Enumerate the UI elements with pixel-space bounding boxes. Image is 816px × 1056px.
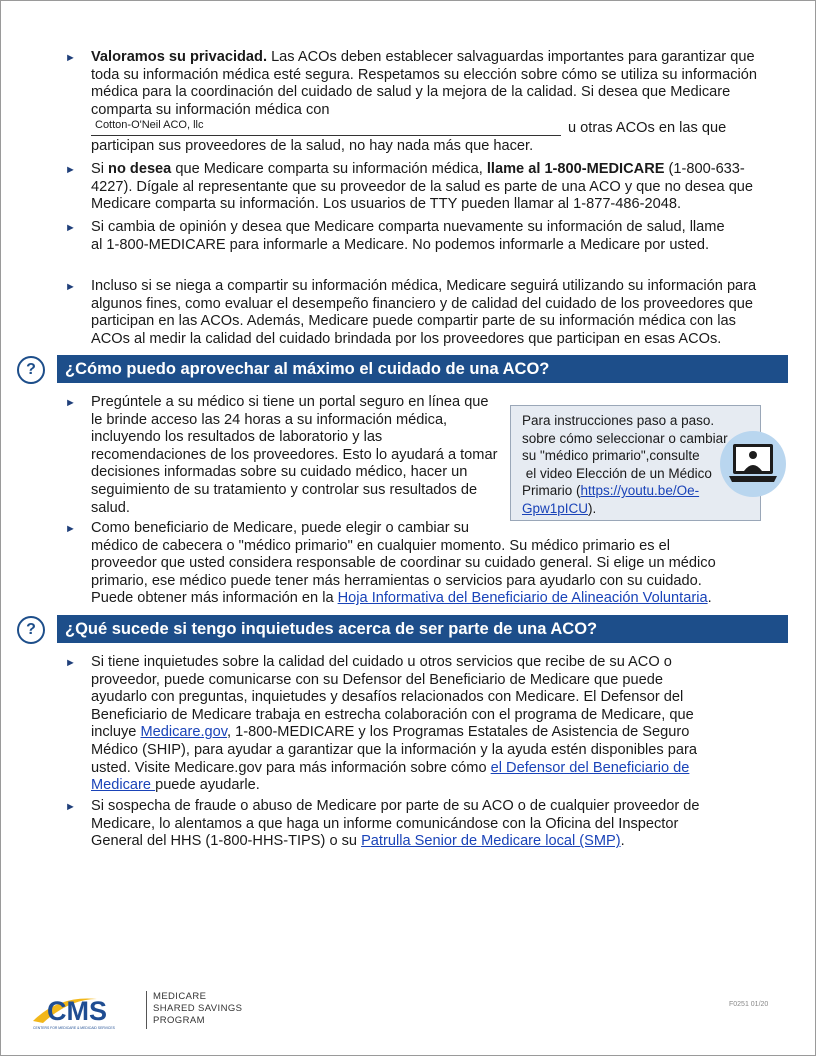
fraud-line [91,833,791,851]
bullet-arrow-icon: ► [65,657,76,669]
primary-line: médico de cabecera o "médico primario" en cualquier momento. Su médico primario es el [91,537,670,554]
callout-line6-post: ). [588,500,597,516]
primary-line: Como beneficiario de Medicare, puede elegir o cambiar su [91,520,470,536]
concerns-line: ayudarlo con preguntas, inquietudes y desafíos relacionados con Medicare. El Defensor del [91,689,684,706]
concerns-l8-post: puede ayudarle. [155,777,260,794]
ombudsman-link[interactable]: el Defensor del Beneficiario de [490,759,690,776]
concerns-line: Si tiene inquietudes sobre la calidad del cuidado u otros servicios que recibe de su ACO o [91,654,672,670]
portal-line: decisiones informadas sobre su cuidado médico, hacer un [91,464,468,481]
concerns-l5-pre: incluye [91,724,141,741]
opt-out-post: (1-800-633-4227). Dígale al representante que su proveedor de la salud es parte de una ACO y que no desea que Medicare comparta su información. Los usuarios de TTY pueden llamar al 1-877-486-2048. [91,161,754,213]
form-code: F0251 01/20 [729,1001,769,1008]
concerns-l5-post: , 1-800-MEDICARE y los Programas Estatales de Asistencia de Seguro [227,724,690,741]
concerns-line: Beneficiario de Medicare trabaja en estrecha colaboración con el programa de Medicare, que [91,706,694,723]
bullet-arrow-icon: ► [65,397,76,409]
fraud-line: Si sospecha de fraude o abuso de Medicare por parte de su ACO o de cualquier proveedor de [91,798,700,814]
bullet-arrow-icon: ► [65,801,76,813]
aco-name-value: Cotton-O'Neil ACO, llc [95,119,204,131]
aco-name-field[interactable] [91,118,561,136]
program-name [146,991,242,1029]
concerns-l7-pre: usted. Visite Medicare.gov para más información sobre cómo [91,759,491,776]
opt-out-mid: que Medicare comparta su información médica, [171,161,487,177]
opt-out-bold-1: no desea [108,161,172,177]
primary-last-post: . [707,590,712,607]
fraud-l3-post: . [620,833,625,850]
question-icon: ? [17,616,45,644]
portal-paragraph [91,394,511,517]
portal-line: seguimiento de su tratamiento y controlar sus resultados de [91,481,478,498]
concerns-line [91,777,791,795]
bullet-arrow-icon: ► [65,523,76,535]
primary-last-pre: Puede obtener más información en la [91,590,338,607]
program-line: PROGRAM [153,1015,205,1026]
bullet-arrow-icon: ► [65,164,76,176]
even-if-paragraph: Incluso si se niega a compartir su información médica, Medicare seguirá utilizando su información para algunos fines, como evaluar el desempeño financiero y de calidad del cuidado de los proveedores que participan en las ACOs. Además, Medicare puede compartir parte de su información médica con las ACOs al medir la calidad del cuidado brindada por los proveedores que participan en esas ACOs. [91,278,757,347]
fraud-line: Medicare, lo alentamos a que haga un informe comunicándose con la Oficina del Inspector [91,815,679,832]
cms-logo-text: CMS [47,996,107,1026]
callout-line: sobre cómo seleccionar o cambiar [522,430,728,446]
portal-line: incluyendo los resultados de laboratorio y las [91,429,383,446]
callout-line: el video Elección de un Médico [522,465,712,481]
ombudsman-link-continued[interactable]: Medicare [91,777,156,794]
privacy-continued: participan sus proveedores de la salud, no hay nada más que hacer. [91,138,534,154]
question-icon: ? [17,356,45,384]
video-link-continued[interactable]: Gpw1pICU [522,500,589,516]
portal-line: salud. [91,499,130,516]
portal-line: le brinde acceso las 24 horas a su información médica, [91,411,448,428]
medicare-gov-link[interactable]: Medicare.gov [140,724,228,741]
callout-line: su "médico primario",consulte [522,448,700,463]
primary-line: proveedor que usted considera responsable de coordinar su cuidado general. Si elige un médico [91,555,716,572]
portal-line: recomendaciones de los proveedores. Esto lo ayudará a tomar [91,446,498,463]
privacy-after-blank: u otras ACOs en las que [568,120,727,136]
opt-out-bold-2: llame al 1-800-MEDICARE [486,161,665,177]
concerns-line: Médico (SHIP), para ayudar a garantizar que la información y la ayuda estén disponibles para [91,741,697,758]
concerns-line [91,724,791,742]
smp-link[interactable]: Patrulla Senior de Medicare local (SMP) [361,833,621,850]
privacy-lead: Valoramos su privacidad. [91,49,268,65]
primary-doctor-paragraph [91,520,791,608]
section-title-concerns: ¿Qué sucede si tengo inquietudes acerca de ser parte de una ACO? [57,615,788,643]
primary-line [91,590,791,608]
opt-out-pre: Si [91,161,109,177]
callout-line5-pre: Primario ( [522,483,581,498]
bullet-arrow-icon: ► [65,281,76,293]
callout-line [522,482,752,500]
fraud-paragraph [91,798,791,851]
bullet-arrow-icon: ► [65,222,76,234]
change-mind-paragraph: Si cambia de opinión y desea que Medicare comparta nuevamente su información de salud, llame al 1-800-MEDICARE para informarle a Medicare. No podemos informarle a Medicare por usted. [91,219,725,253]
fraud-l3-pre: General del HHS (1-800-HHS-TIPS) o su [91,833,362,850]
privacy-text: Las ACOs deben establecer salvaguardas importantes para garantizar que toda su información médica esté segura. Respetamos su elección sobre cómo se utiliza su información médica para la coordinación del cuidado de salud y la mejora de la calidad. Si desea que Medicare comparta su información médica con [91,49,757,118]
cms-logo-subtext: CENTERS FOR MEDICARE & MEDICAID SERVICES [33,1026,115,1030]
portal-line: Pregúntele a su médico si tiene un portal seguro en línea que [91,394,489,410]
section-title-maximize-care: ¿Cómo puedo aprovechar al máximo el cuidado de una ACO? [57,355,788,383]
primary-line: primario, ese médico puede tener más herramientas o servicios para ayudarlo con su cuidado. [91,572,702,589]
privacy-paragraph [91,49,771,119]
cms-logo [29,989,141,1036]
concerns-line [91,760,791,778]
concerns-line: proveedor, puede comunicarse con su Defensor del Beneficiario de Medicare que puede [91,671,663,688]
voluntary-alignment-factsheet-link[interactable]: Hoja Informativa del Beneficiario de Alineación Voluntaria [337,590,708,607]
program-line: MEDICARE [153,991,207,1002]
callout-line: Para instrucciones paso a paso. [522,413,715,428]
concerns-paragraph [91,654,791,795]
callout-line [522,500,752,518]
video-link[interactable]: https://youtu.be/Oe- [580,483,700,498]
bullet-arrow-icon: ► [65,52,76,64]
opt-out-paragraph [91,161,771,214]
program-line: SHARED SAVINGS [153,1003,243,1014]
video-call-laptop-icon [720,431,786,497]
